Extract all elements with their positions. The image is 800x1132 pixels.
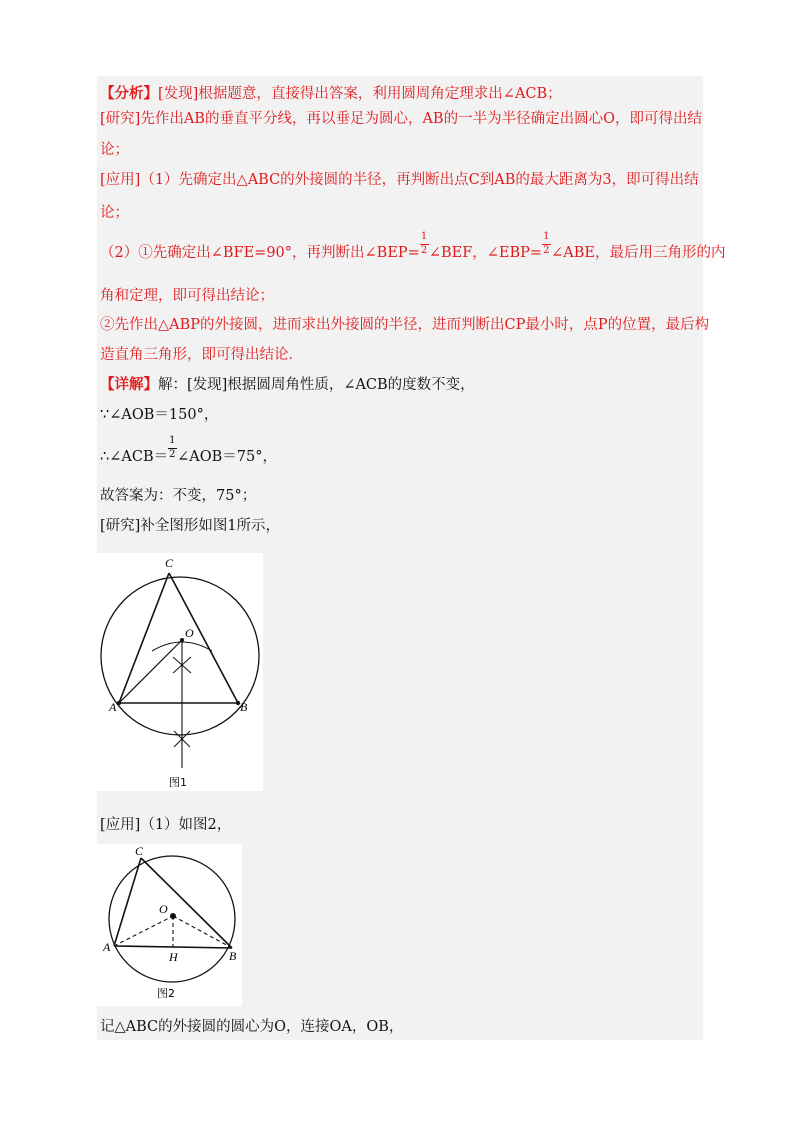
label-H: H: [169, 950, 178, 964]
analysis-line-2: [研究]先作出AB的垂直平分线，再以垂足为圆心，AB的一半为半径确定出圆心O，即可得出结: [100, 111, 702, 127]
analysis-line-3: 论；: [100, 142, 129, 158]
figure-2-caption: 图2: [157, 987, 175, 1000]
figure-1-caption: 图1: [169, 776, 187, 789]
label-C: C: [165, 556, 174, 570]
detail-line-4: 故答案为：不变，75°；: [100, 488, 257, 504]
figure-2-diagram: [97, 844, 242, 1006]
figure-1-diagram: [97, 553, 263, 791]
analysis-line-9: 造直角三角形，即可得出结论．: [100, 347, 303, 363]
label-B: B: [229, 949, 237, 963]
label-B: B: [240, 700, 248, 714]
analysis-line-6: （2）①先确定出∠BFE=90°，再判断出∠BEP= $\frac{1}{2}$ ∠BEF，∠EBP= $\frac{1}{2}$ ∠ABE，最后用三角形的内: [100, 231, 726, 261]
analysis-line-5: 论；: [100, 205, 129, 221]
detail-line-7: 记△ABC的外接圆的圆心为O，连接OA，OB，: [100, 1019, 404, 1035]
detail-line-5: [研究]补全图形如图1所示，: [100, 518, 281, 534]
figure-2: [97, 844, 242, 1006]
label-O: O: [159, 902, 168, 916]
label-A: A: [103, 940, 111, 954]
analysis-line-7: 角和定理，即可得出结论；: [100, 288, 274, 304]
fraction-half: $\frac{1}{2}$: [420, 231, 428, 256]
detail-line-6: [应用]（1）如图2，: [100, 817, 232, 833]
detail-line-3: ∴∠ACB＝ $\frac{1}{2}$ ∠AOB＝75°，: [100, 435, 277, 465]
analysis-line-4: [应用]（1）先确定出△ABC的外接圆的半径，再判断出点C到AB的最大距离为3，即可得出结: [100, 172, 699, 188]
detail-line-1: 【详解】解：[发现]根据圆周角性质，∠ACB的度数不变，: [100, 376, 475, 393]
figure-1: [97, 553, 263, 791]
detail-line-2: ∵∠AOB＝150°，: [100, 407, 219, 423]
analysis-line-1: 【分析】[发现]根据题意，直接得出答案，利用圆周角定理求出∠ACB；: [100, 85, 562, 102]
fraction-half: $\frac{1}{2}$: [169, 435, 176, 460]
label-C: C: [135, 844, 144, 858]
label-O: O: [185, 626, 194, 640]
label-A: A: [109, 700, 117, 714]
fraction-half: $\frac{1}{2}$: [543, 231, 550, 256]
analysis-line-8: ②先作出△ABP的外接圆，进而求出外接圆的半径，进而判断出CP最小时，点P的位置，最后构: [100, 317, 710, 333]
